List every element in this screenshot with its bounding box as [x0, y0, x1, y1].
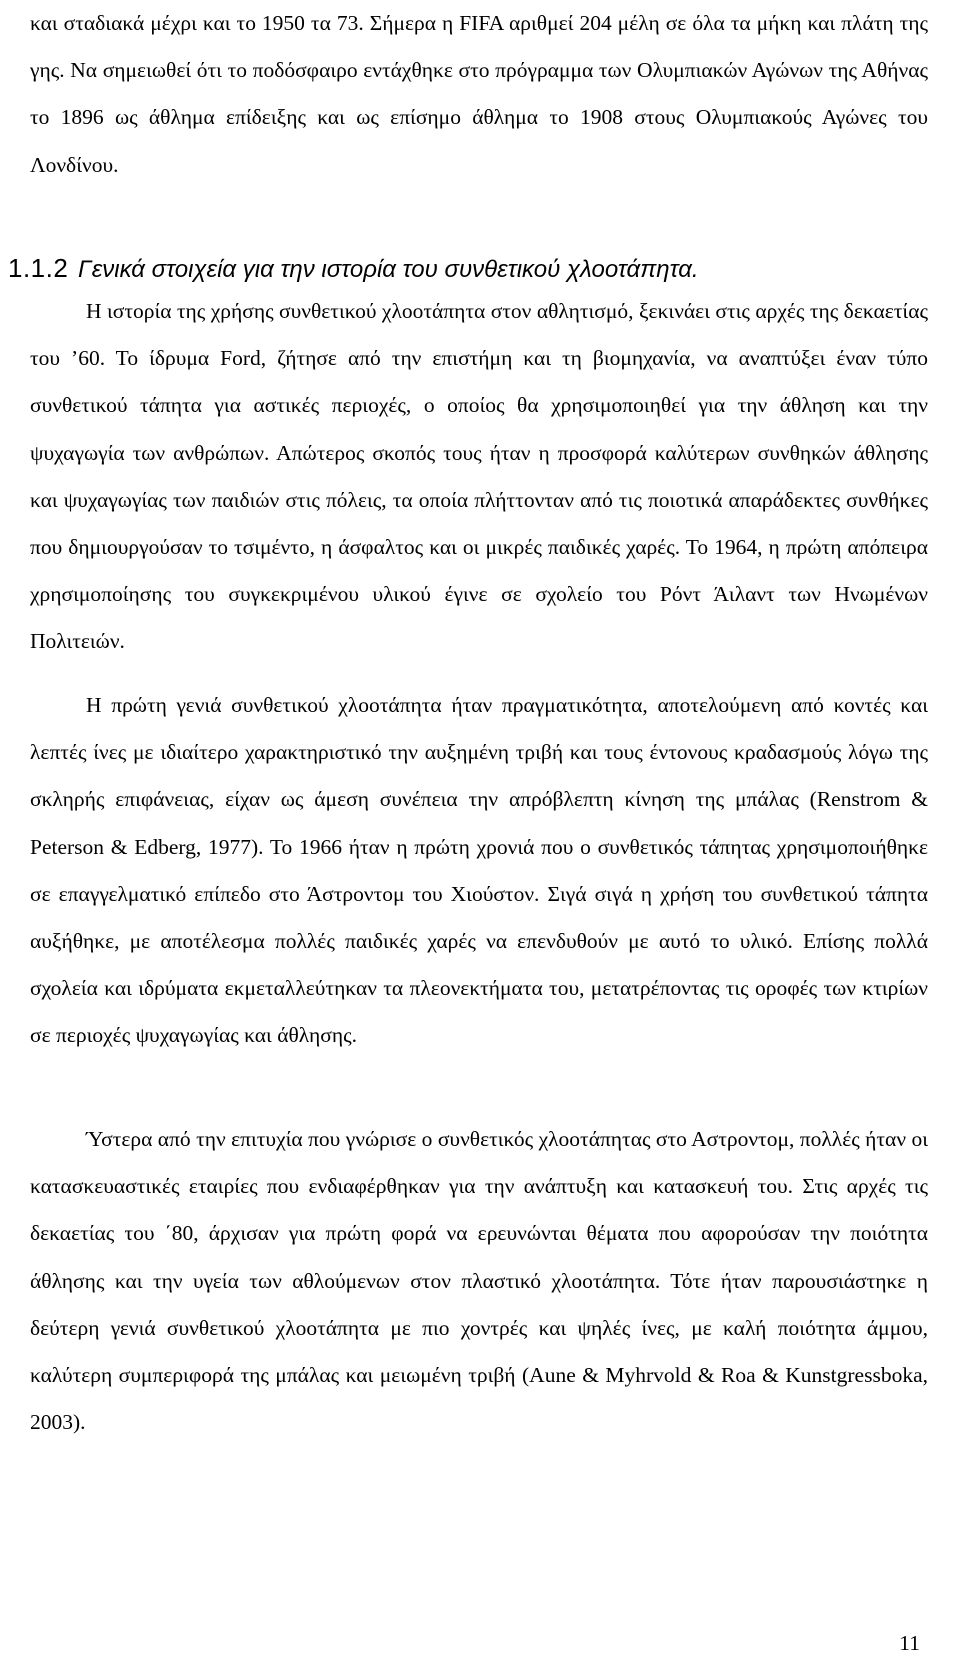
section-title: Γενικά στοιχεία για την ιστορία του συνθετικού χλοοτάπητα. [78, 256, 699, 283]
section-number: 1.1.2 [8, 253, 69, 283]
paragraph-history-start: Η ιστορία της χρήσης συνθετικού χλοοτάπητα στον αθλητισμό, ξεκινάει στις αρχές της δεκαετίας του ’60. Το ίδρυμα Ford, ζήτησε από την επιστήμη και τη βιομηχανία, να αναπτύξει έναν τύπο συνθετικού τάπητα για αστικές περιοχές, ο οποίος θα χρησιμοποιηθεί για την άθληση και την ψυχαγωγία των ανθρώπων. Απώτερος σκοπός τους ήταν η προσφορά καλύτερων συνθηκών άθλησης και ψυχαγωγίας των παιδιών στις πόλεις, τα οποία πλήττονταν από τις ποιοτικά απαράδεκτες συνθήκες που δημιουργούσαν το τσιμέντο, η άσφαλτος και οι μικρές παιδικές χαρές. Το 1964, η πρώτη απόπειρα χρησιμοποίησης του συγκεκριμένου υλικού έγινε σε σχολείο του Ρόντ Άιλαντ των Ηνωμένων Πολιτειών. [30, 299, 928, 654]
section-heading [8, 253, 699, 285]
paragraph-second-generation: Ύστερα από την επιτυχία που γνώρισε ο συνθετικός χλοοτάπητας στο Αστροντομ, πολλές ήταν οι κατασκευαστικές εταιρίες που ενδιαφέρθηκαν για την ανάπτυξη και κατασκευή του. Στις αρχές τις δεκαετίας του ΄80, άρχισαν για πρώτη φορά να ερευνώνται θέματα που αφορούσαν την ποιότητα άθλησης και την υγεία των αθλούμενων στον πλαστικό χλοοτάπητα. Τότε ήταν παρουσιάστηκε η δεύτερη γενιά συνθετικού χλοοτάπητα με πιο χοντρές και ψηλές ίνες, με καλή ποιότητα άμμου, καλύτερη συμπεριφορά της μπάλας και μειωμένη τριβή (Aune & Myhrvold & Roa & Kunstgressboka, 2003). [30, 1127, 928, 1435]
paragraph-first-generation: Η πρώτη γενιά συνθετικού χλοοτάπητα ήταν πραγματικότητα, αποτελούμενη από κοντές και λεπτές ίνες με ιδιαίτερο χαρακτηριστικό την αυξημένη τριβή και τους έντονους κραδασμούς λόγω της σκληρής επιφάνειας, είχαν ως άμεση συνέπεια την απρόβλεπτη κίνηση της μπάλας (Renstrom & Peterson & Edberg, 1977). Το 1966 ήταν η πρώτη χρονιά που ο συνθετικός τάπητας χρησιμοποιήθηκε σε επαγγελματικό επίπεδο στο Άστροντομ του Χιούστον. Σιγά σιγά η χρήση του συνθετικού τάπητα αυξήθηκε, με αποτέλεσμα πολλές παιδικές χαρές να επενδυθούν με αυτό το υλικό. Επίσης πολλά σχολεία και ιδρύματα εκμεταλλεύτηκαν τα πλεονεκτήματα του, μετατρέποντας τις οροφές των κτιρίων σε περιοχές ψυχαγωγίας και άθλησης. [30, 693, 928, 1048]
page-number: 11 [899, 1631, 920, 1655]
intro-paragraph: και σταδιακά μέχρι και το 1950 τα 73. Σήμερα η FIFA αριθμεί 204 μέλη σε όλα τα μήκη και πλάτη της γης. Να σημειωθεί ότι το ποδόσφαιρο εντάχθηκε στο πρόγραμμα των Ολυμπιακών Αγώνων της Αθήνας το 1896 ως άθλημα επίδειξης και ως επίσημο άθλημα το 1908 στους Ολυμπιακούς Αγώνες του Λονδίνου. [30, 11, 928, 177]
